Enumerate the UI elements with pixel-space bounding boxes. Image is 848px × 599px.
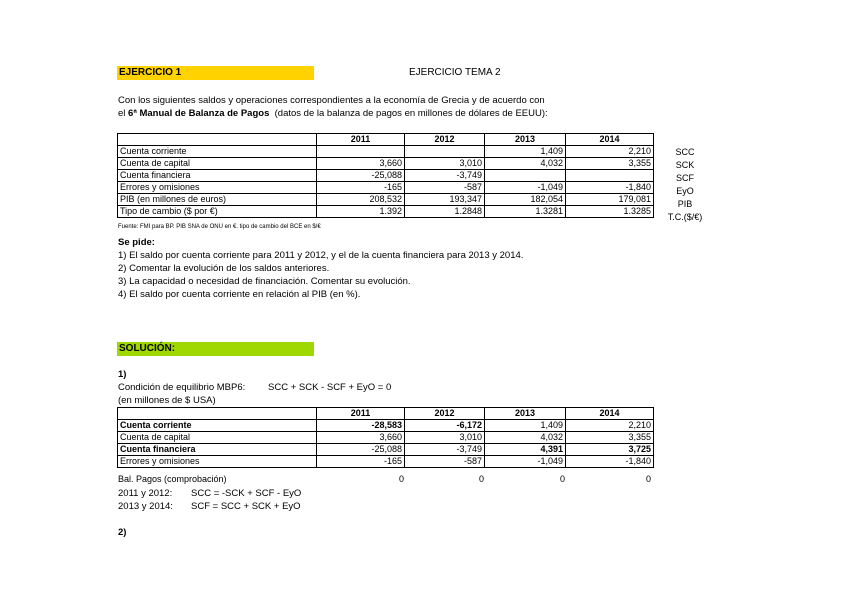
table-row — [118, 182, 654, 194]
cell-value: -165 — [317, 182, 405, 194]
cell-value: -1,049 — [485, 182, 566, 194]
part-1-label: 1) — [118, 369, 127, 380]
solution-row — [118, 456, 654, 468]
cell-value: -165 — [317, 456, 405, 468]
formula-2011-2012-label: 2011 y 2012: — [118, 488, 173, 499]
solution-row — [118, 420, 654, 432]
cell-value: 3,725 — [566, 444, 654, 456]
intro-line-2-suffix: (datos de la balanza de pagos en millones de dólares de EEUU): — [269, 108, 548, 119]
questions-heading: Se pide: — [118, 237, 155, 248]
cell-value: -1,840 — [566, 456, 654, 468]
cell-value — [317, 146, 405, 158]
table-row — [118, 194, 654, 206]
table-header-blank — [118, 134, 317, 146]
year-header: 2011 — [317, 134, 405, 146]
cell-value: 208,532 — [317, 194, 405, 206]
cell-value — [566, 170, 654, 182]
cell-value — [405, 146, 485, 158]
cell-value: -3,749 — [405, 444, 485, 456]
cell-value: 3,010 — [405, 158, 485, 170]
solution-label: SOLUCIÓN: — [117, 342, 314, 356]
row-label: Cuenta de capital — [118, 432, 317, 444]
condition-formula: SCC + SCK - SCF + EyO = 0 — [268, 382, 392, 393]
cell-value: -1,840 — [566, 182, 654, 194]
cell-value: -25,088 — [317, 444, 405, 456]
row-code: T.C.($/€) — [667, 212, 703, 222]
cell-value: 3,660 — [317, 158, 405, 170]
cell-value: -28,583 — [317, 420, 405, 432]
cell-value: 1.3285 — [566, 206, 654, 218]
cell-value: 2,210 — [566, 146, 654, 158]
row-code: SCF — [676, 173, 694, 183]
cell-value: 3,010 — [405, 432, 485, 444]
formula-2013-2014-label: 2013 y 2014: — [118, 501, 173, 512]
table-row — [118, 170, 654, 182]
year-header: 2014 — [566, 134, 654, 146]
table-row — [118, 158, 654, 170]
year-header: 2012 — [405, 408, 485, 420]
row-label: Cuenta de capital — [118, 158, 317, 170]
cell-value: -3,749 — [405, 170, 485, 182]
units-note: (en millones de $ USA) — [118, 395, 216, 406]
table-header-row — [118, 134, 654, 146]
cell-value: 4,032 — [485, 432, 566, 444]
solution-table — [117, 407, 654, 468]
cell-value: 179,081 — [566, 194, 654, 206]
year-header: 2013 — [485, 134, 566, 146]
solution-header-row — [118, 408, 654, 420]
row-label: Errores y omisiones — [118, 456, 317, 468]
row-label: Cuenta corriente — [118, 146, 317, 158]
cell-value: 2,210 — [566, 420, 654, 432]
cell-value: 1.3281 — [485, 206, 566, 218]
formula-2013-2014: SCF = SCC + SCK + EyO — [191, 501, 301, 512]
table-row — [118, 206, 654, 218]
row-label: Tipo de cambio ($ por €) — [118, 206, 317, 218]
check-value: 0 — [559, 474, 565, 484]
row-code: SCK — [675, 160, 695, 170]
cell-value: 1.2848 — [405, 206, 485, 218]
cell-value: -587 — [405, 456, 485, 468]
year-header: 2014 — [566, 408, 654, 420]
check-value: 0 — [478, 474, 484, 484]
row-label: Errores y omisiones — [118, 182, 317, 194]
question-item: 2) Comentar la evolución de los saldos anteriores. — [118, 263, 330, 274]
row-label: Cuenta financiera — [118, 170, 317, 182]
row-code: PIB — [677, 199, 693, 209]
cell-value: -25,088 — [317, 170, 405, 182]
row-code: EyO — [676, 186, 694, 196]
cell-value: -1,049 — [485, 456, 566, 468]
solution-row — [118, 444, 654, 456]
year-header: 2011 — [317, 408, 405, 420]
question-item: 1) El saldo por cuenta corriente para 2011 y 2012, y el de la cuenta financiera para 2013 y 2014. — [118, 250, 524, 261]
intro-line-1: Con los siguientes saldos y operaciones correspondientes a la economía de Grecia y de acuerdo con — [118, 95, 545, 106]
row-code: SCC — [675, 147, 695, 157]
source-note: Fuente: FMI para BP. PIB SNA de ONU en €. tipo de cambio del BCE en $/€ — [118, 224, 321, 230]
cell-value: 1,409 — [485, 420, 566, 432]
cell-value: 3,660 — [317, 432, 405, 444]
question-item: 4) El saldo por cuenta corriente en relación al PIB (en %). — [118, 289, 361, 300]
part-2-label: 2) — [118, 527, 127, 538]
cell-value: 3,355 — [566, 158, 654, 170]
cell-value: 1,409 — [485, 146, 566, 158]
table-row — [118, 146, 654, 158]
check-value: 0 — [398, 474, 404, 484]
cell-value — [485, 170, 566, 182]
solution-row — [118, 432, 654, 444]
check-label: Bal. Pagos (comprobación) — [118, 474, 227, 484]
cell-value: 4,032 — [485, 158, 566, 170]
cell-value: -6,172 — [405, 420, 485, 432]
cell-value: 3,355 — [566, 432, 654, 444]
cell-value: -587 — [405, 182, 485, 194]
intro-line-2-prefix: el — [118, 108, 129, 119]
solution-header-blank — [118, 408, 317, 420]
cell-value: 193,347 — [405, 194, 485, 206]
check-value: 0 — [645, 474, 651, 484]
data-table — [117, 133, 654, 218]
year-header: 2013 — [485, 408, 566, 420]
formula-2011-2012: SCC = -SCK + SCF - EyO — [191, 488, 302, 499]
year-header: 2012 — [405, 134, 485, 146]
cell-value: 182,054 — [485, 194, 566, 206]
row-label: PIB (en millones de euros) — [118, 194, 317, 206]
condition-label: Condición de equilibrio MBP6: — [118, 382, 246, 393]
cell-value: 4,391 — [485, 444, 566, 456]
row-label: Cuenta corriente — [118, 420, 317, 432]
exercise-label: EJERCICIO 1 — [117, 66, 314, 80]
question-item: 3) La capacidad o necesidad de financiación. Comentar su evolución. — [118, 276, 411, 287]
manual-name: 6ª Manual de Balanza de Pagos — [128, 108, 270, 119]
intro-line-2 — [118, 108, 548, 119]
exercise-title: EJERCICIO TEMA 2 — [409, 67, 501, 78]
cell-value: 1.392 — [317, 206, 405, 218]
row-label: Cuenta financiera — [118, 444, 317, 456]
